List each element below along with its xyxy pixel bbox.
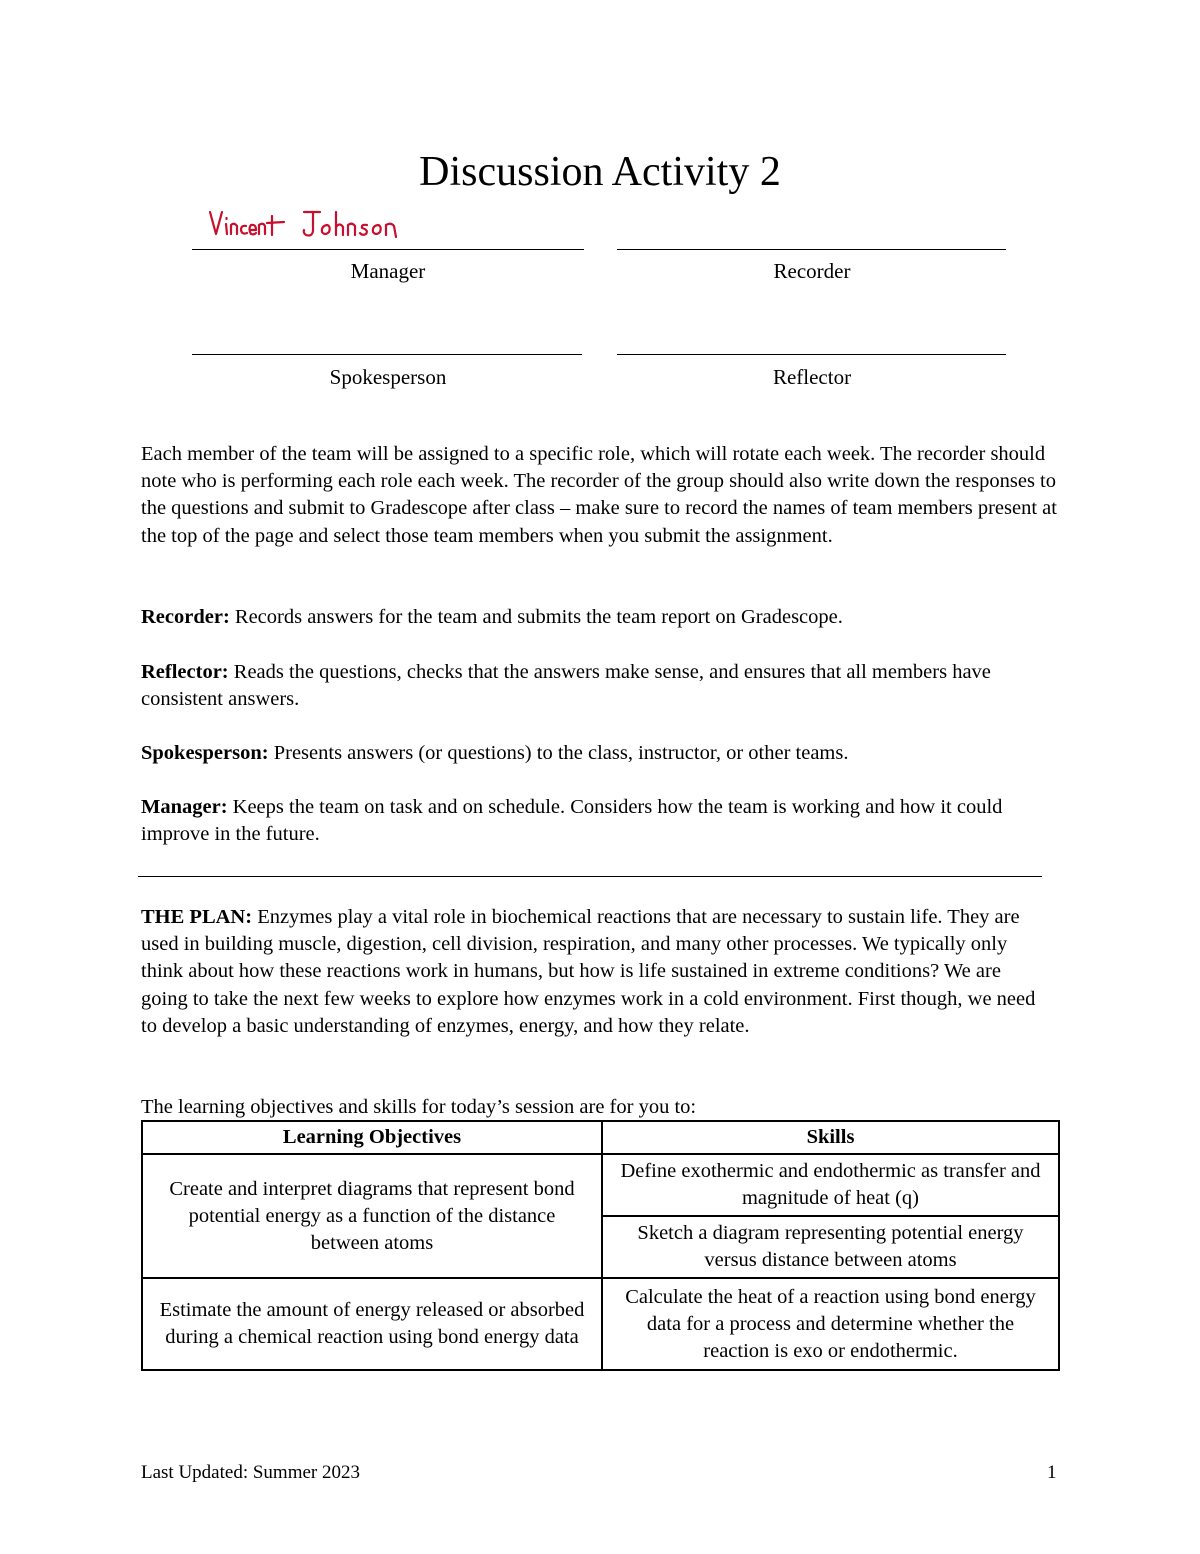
role-label-manager: Manager <box>350 259 426 283</box>
role-label-recorder: Recorder <box>773 259 851 283</box>
plan-text: Enzymes play a vital role in biochemical reactions that are necessary to sustain life. They are used in building muscle, digestion, cell division, respiration, and many other processes. We typically only think about how these reactions work in humans, but how is life sustained in extreme conditions? We are going to take the next few weeks to explore how enzymes work in a cold environment. First though, we need to develop a basic understanding of enzymes, energy, and how they relate. <box>141 906 1036 1037</box>
header-skills: Skills <box>602 1121 1059 1154</box>
recorder-description <box>141 604 1061 631</box>
header-learning-objectives: Learning Objectives <box>142 1121 602 1154</box>
last-updated: Last Updated: Summer 2023 <box>141 1462 360 1483</box>
skill-cell: Calculate the heat of a reaction using bond energy data for a process and determine whether the reaction is exo or endothermic. <box>602 1278 1059 1370</box>
plan-paragraph <box>141 904 1036 1040</box>
objective-cell: Estimate the amount of energy released or absorbed during a chemical reaction using bond energy data <box>142 1278 602 1370</box>
section-divider <box>138 876 1042 877</box>
manager-role-name: Manager: <box>141 796 228 818</box>
recorder-role-name: Recorder: <box>141 606 230 628</box>
table-row <box>142 1278 1059 1370</box>
intro-paragraph: Each member of the team will be assigned to a specific role, which will rotate each week. The recorder should note who is performing each role each week. The recorder of the group should also write down the responses to the questions and submit to Gradescope after class – make sure to record the names of team members present at the top of the page and select those team members when you submit the assignment. <box>141 443 1057 547</box>
reflector-signature-line <box>617 354 1006 355</box>
page-number: 1 <box>1047 1462 1057 1483</box>
handwritten-signature <box>206 204 406 244</box>
objectives-intro: The learning objectives and skills for today’s session are for you to: <box>141 1096 697 1118</box>
skill-cell: Define exothermic and endothermic as transfer and magnitude of heat (q) <box>602 1154 1059 1216</box>
table-header-row <box>142 1121 1059 1154</box>
reflector-role-text: Reads the questions, checks that the answers make sense, and ensures that all members have consistent answers. <box>141 661 991 711</box>
manager-description <box>141 794 1021 848</box>
objectives-table <box>141 1120 1060 1371</box>
objective-cell: Create and interpret diagrams that represent bond potential energy as a function of the distance between atoms <box>142 1154 602 1278</box>
plan-label: THE PLAN: <box>141 906 253 928</box>
reflector-role-name: Reflector: <box>141 661 229 683</box>
manager-role-text: Keeps the team on task and on schedule. Considers how the team is working and how it could improve in the future. <box>141 796 1003 846</box>
spokesperson-role-text: Presents answers (or questions) to the class, instructor, or other teams. <box>268 742 849 764</box>
recorder-signature-line <box>617 249 1006 250</box>
recorder-role-text: Records answers for the team and submits the team report on Gradescope. <box>229 606 843 628</box>
spokesperson-description <box>141 740 1061 767</box>
reflector-description <box>141 659 1001 713</box>
role-label-reflector: Reflector <box>772 365 852 389</box>
spokesperson-role-name: Spokesperson: <box>141 742 269 764</box>
page-title: Discussion Activity 2 <box>419 149 781 195</box>
spokesperson-signature-line <box>192 354 582 355</box>
role-label-spokesperson: Spokesperson <box>329 365 447 389</box>
table-row <box>142 1154 1059 1216</box>
skill-cell: Sketch a diagram representing potential energy versus distance between atoms <box>602 1216 1059 1278</box>
manager-signature-line <box>192 249 584 250</box>
